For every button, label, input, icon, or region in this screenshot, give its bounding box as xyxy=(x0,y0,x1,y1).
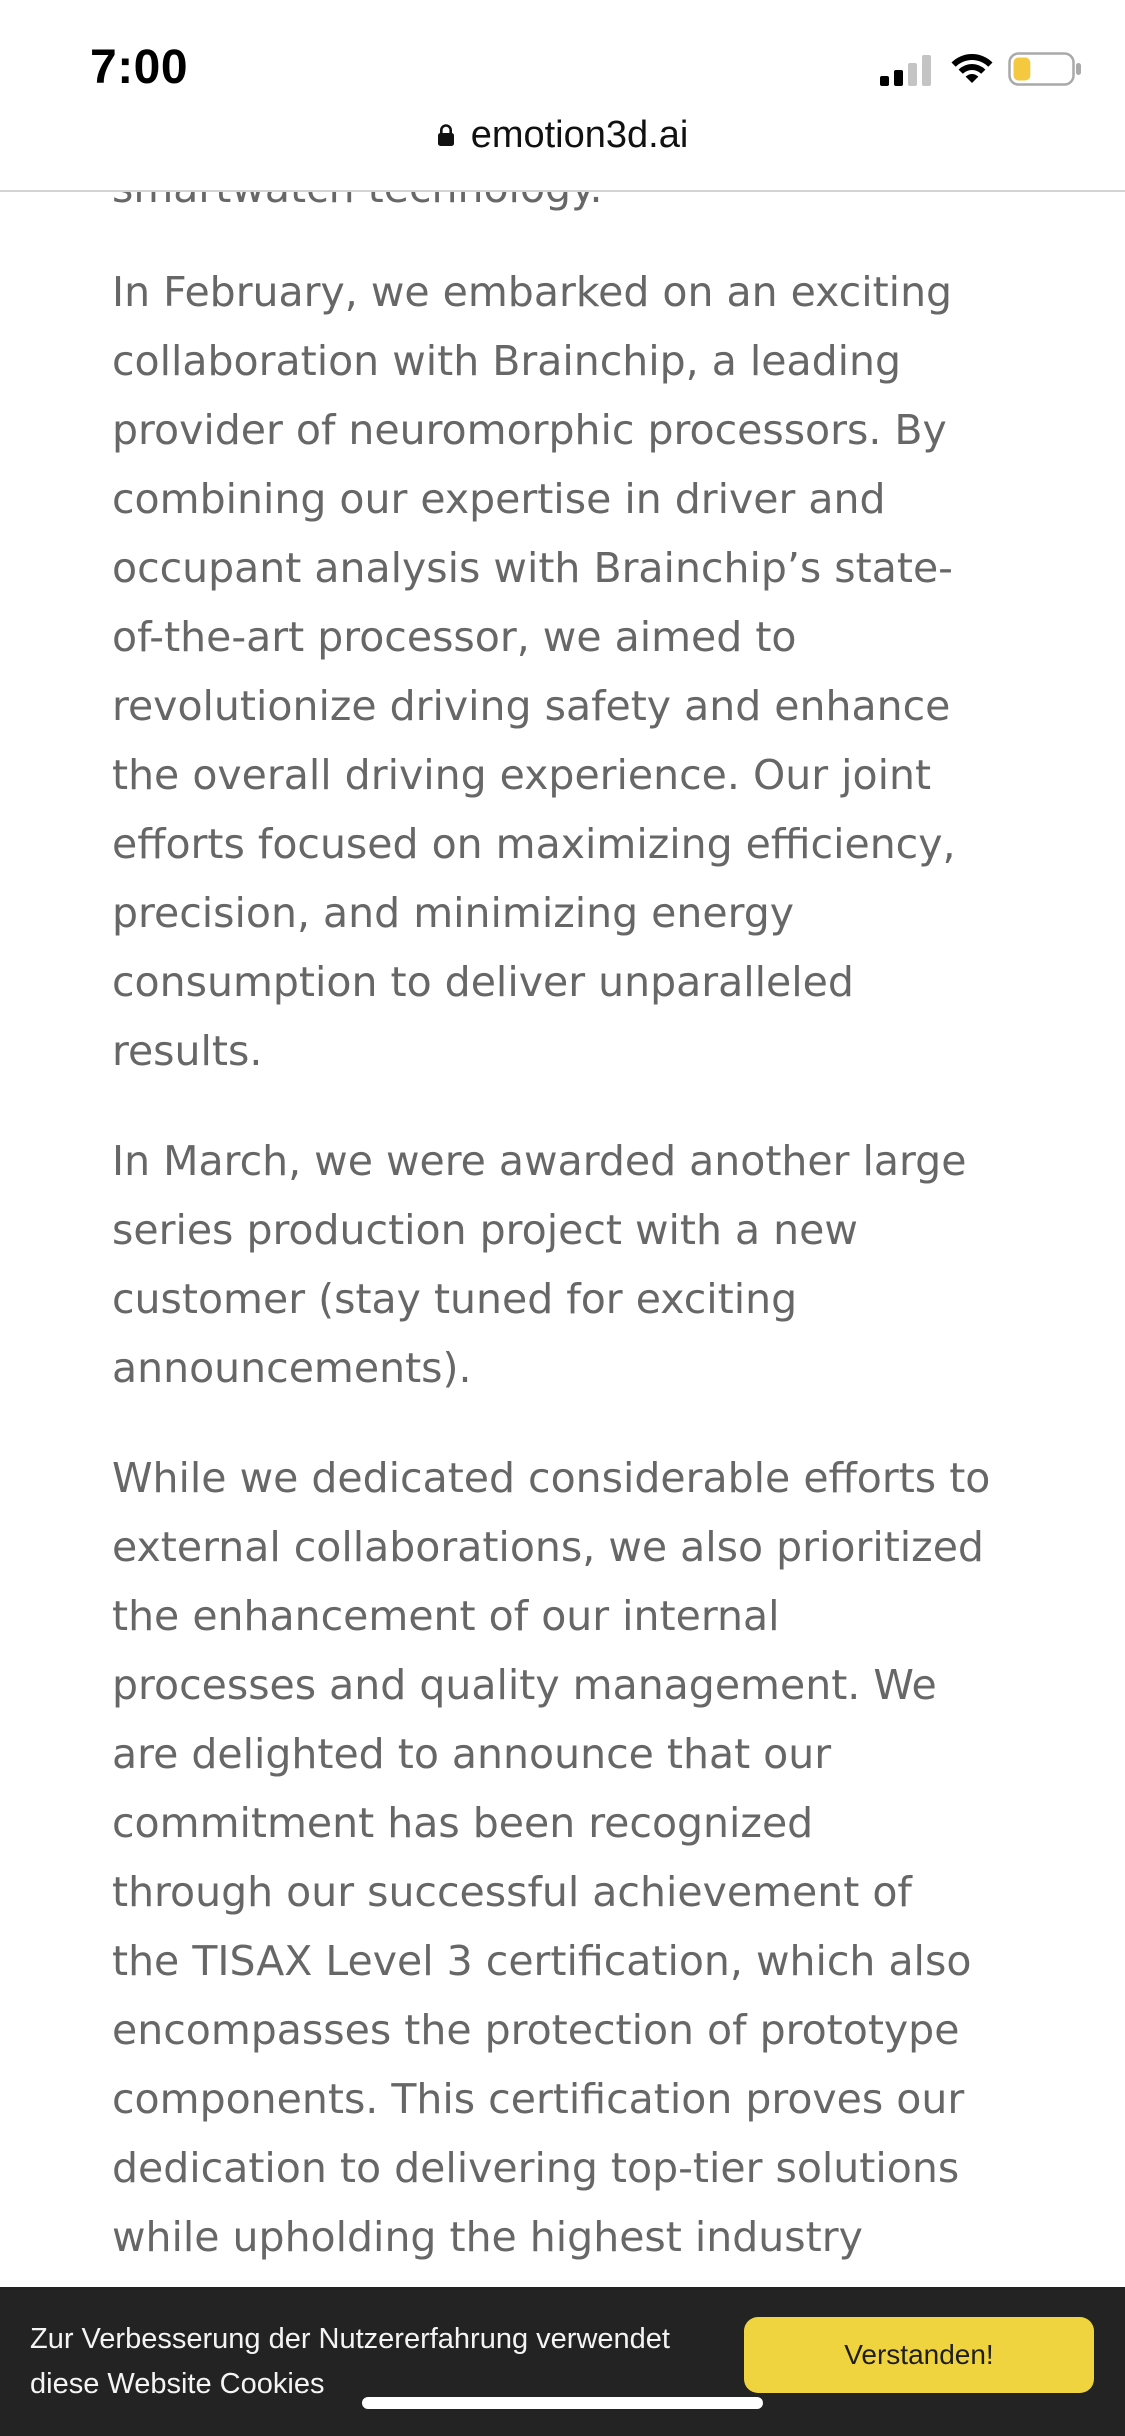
paragraph-line: are delighted to announce that our xyxy=(112,1730,832,1778)
paragraph-line: precision, and minimizing energy xyxy=(112,889,795,937)
cellular-signal-icon xyxy=(880,54,932,86)
wifi-icon xyxy=(949,53,995,85)
article-paragraph xyxy=(112,258,1112,1086)
lock-icon xyxy=(437,123,455,147)
paragraph-line: dedication to delivering top-tier solutions xyxy=(112,2144,960,2192)
paragraph-line: the TISAX Level 3 certification, which also xyxy=(112,1937,972,1985)
paragraph-line: consumption to deliver unparalleled xyxy=(112,958,854,1006)
paragraph-line: efforts focused on maximizing efficiency, xyxy=(112,820,956,868)
paragraph-line: customer (stay tuned for exciting xyxy=(112,1275,798,1323)
cookie-message xyxy=(30,2317,670,2407)
paragraph-line: external collaborations, we also prioritized xyxy=(112,1523,984,1571)
signal-bar xyxy=(894,70,903,86)
battery-level-fill xyxy=(1014,58,1031,81)
cookie-message-line: diese Website Cookies xyxy=(30,2368,325,2400)
article-body xyxy=(112,0,1112,2436)
paragraph-line: In February, we embarked on an exciting xyxy=(112,268,953,316)
paragraph-line: occupant analysis with Brainchip’s state- xyxy=(112,544,953,592)
paragraph-line: While we dedicated considerable efforts to xyxy=(112,1454,991,1502)
article-paragraphs xyxy=(112,258,1112,2313)
paragraph-line: announcements). xyxy=(112,1344,472,1392)
signal-bar xyxy=(908,63,917,86)
article-paragraph xyxy=(112,1444,1112,2272)
accept-cookies-button[interactable]: Verstanden! xyxy=(744,2317,1094,2393)
paragraph-line: commitment has been recognized xyxy=(112,1799,814,1847)
paragraph-line: In March, we were awarded another large xyxy=(112,1137,967,1185)
status-time: 7:00 xyxy=(90,41,189,94)
article-paragraph xyxy=(112,1127,1112,1403)
cookie-message-line: Zur Verbesserung der Nutzererfahrung verwendet xyxy=(30,2323,670,2355)
browser-header xyxy=(0,0,1125,192)
cookie-banner xyxy=(0,2287,1125,2436)
paragraph-line: collaboration with Brainchip, a leading xyxy=(112,337,902,385)
paragraph-line: the enhancement of our internal xyxy=(112,1592,780,1640)
paragraph-line: encompasses the protection of prototype xyxy=(112,2006,960,2054)
paragraph-line: results. xyxy=(112,1027,263,1075)
signal-bar xyxy=(880,76,889,86)
paragraph-line: provider of neuromorphic processors. By xyxy=(112,406,947,454)
paragraph-line: components. This certification proves our xyxy=(112,2075,965,2123)
paragraph-line: while upholding the highest industry xyxy=(112,2213,863,2261)
paragraph-line: processes and quality management. We xyxy=(112,1661,937,1709)
address-bar[interactable] xyxy=(0,112,1125,158)
paragraph-line: combining our expertise in driver and xyxy=(112,475,886,523)
address-domain: emotion3d.ai xyxy=(470,114,689,156)
home-indicator[interactable] xyxy=(362,2397,763,2409)
battery-icon xyxy=(1008,52,1082,86)
paragraph-line: the overall driving experience. Our joint xyxy=(112,751,932,799)
paragraph-line: revolutionize driving safety and enhance xyxy=(112,682,951,730)
paragraph-line: series production project with a new xyxy=(112,1206,858,1254)
paragraph-line: of-the-art processor, we aimed to xyxy=(112,613,797,661)
paragraph-line: through our successful achievement of xyxy=(112,1868,912,1916)
signal-bar xyxy=(922,55,931,86)
